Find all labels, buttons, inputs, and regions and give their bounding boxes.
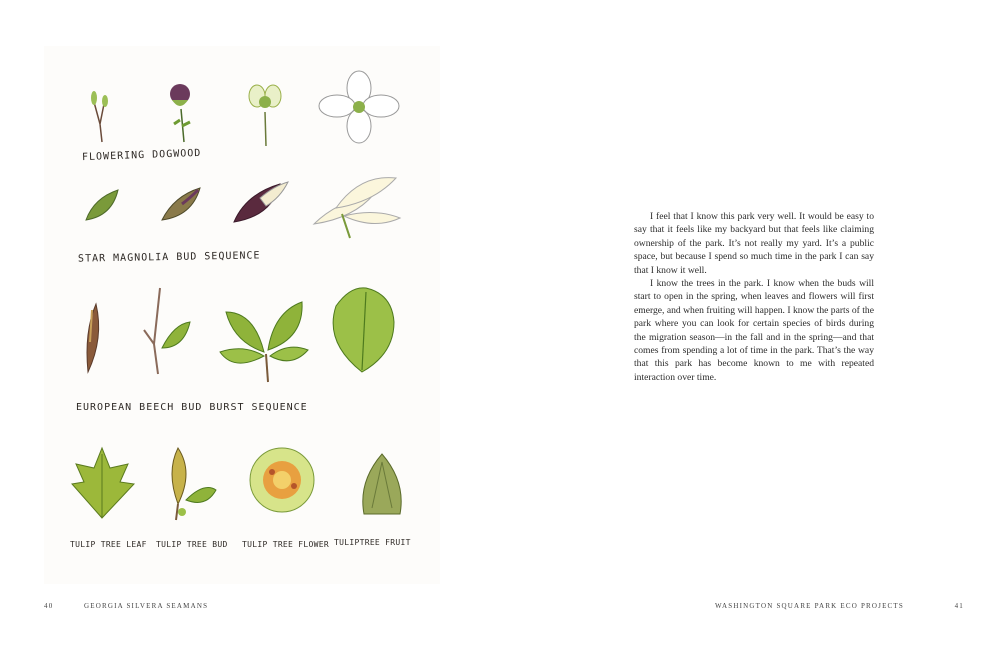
caption-tulip-tree-bud: TULIP TREE BUD <box>156 540 228 549</box>
tulip-tree-flower-drawing <box>250 448 314 512</box>
dogwood-open-flower-drawing <box>319 71 399 143</box>
body-text <box>634 210 874 384</box>
caption-tulip-tree-fruit: TULIPTREE FRUIT <box>334 538 411 547</box>
right-page-number: 41 <box>954 602 964 610</box>
dogwood-sketch-row <box>74 64 404 154</box>
paragraph-2: I know the trees in the park. I know when the buds will start to open in the spring, when leaves and flowers will first emerge, and when fruiting will happen. I know the parts of the park where you can look for certain species of birds during the migration season—in the fall and in the spring—and that comes from spending a lot of time in the park. That’s the way that this park has become known to me with repeated interaction over time. <box>634 278 874 383</box>
magnolia-bud-1-drawing <box>86 190 118 220</box>
magnolia-open-flower-drawing <box>314 178 400 238</box>
botanical-illustration-plate <box>44 46 440 584</box>
dogwood-twig-drawing <box>91 91 108 142</box>
magnolia-bud-2-drawing <box>162 188 200 220</box>
magnolia-sketch-row <box>74 168 414 244</box>
tulip-tree-bud-drawing <box>172 448 216 520</box>
caption-star-magnolia: STAR MAGNOLIA BUD SEQUENCE <box>77 250 261 265</box>
caption-european-beech: EUROPEAN BEECH BUD BURST SEQUENCE <box>76 402 308 413</box>
caption-tulip-tree-leaf: TULIP TREE LEAF <box>70 540 147 549</box>
right-running-head: WASHINGTON SQUARE PARK ECO PROJECTS <box>714 602 904 610</box>
beech-bud-drawing <box>87 304 99 372</box>
tulip-tree-fruit-drawing <box>363 454 401 514</box>
paragraph-1: I feel that I know this park very well. It would be easy to say that it feels like my backyard but that feels like claiming ownership of the park. It’s not really my yard. It’s a public space, but because I spend so much time in the park I can say that I know it well. <box>634 211 874 276</box>
left-page-number: 40 <box>44 602 54 610</box>
beech-leaf-drawing <box>333 288 394 372</box>
magnolia-bud-3-drawing <box>234 182 288 222</box>
left-running-head: GEORGIA SILVERA SEAMANS <box>84 602 209 610</box>
dogwood-opening-flower-drawing <box>249 85 281 146</box>
caption-flowering-dogwood: FLOWERING DOGWOOD <box>81 147 202 164</box>
caption-tulip-tree-flower: TULIP TREE FLOWER <box>242 540 329 549</box>
beech-opening-leaves-drawing <box>220 302 308 382</box>
dogwood-bud-drawing <box>170 84 190 142</box>
tulip-tree-sketch-row <box>66 442 416 524</box>
beech-twig-drawing <box>144 288 190 374</box>
beech-sketch-row <box>74 282 414 392</box>
tulip-tree-leaf-drawing <box>72 448 134 518</box>
